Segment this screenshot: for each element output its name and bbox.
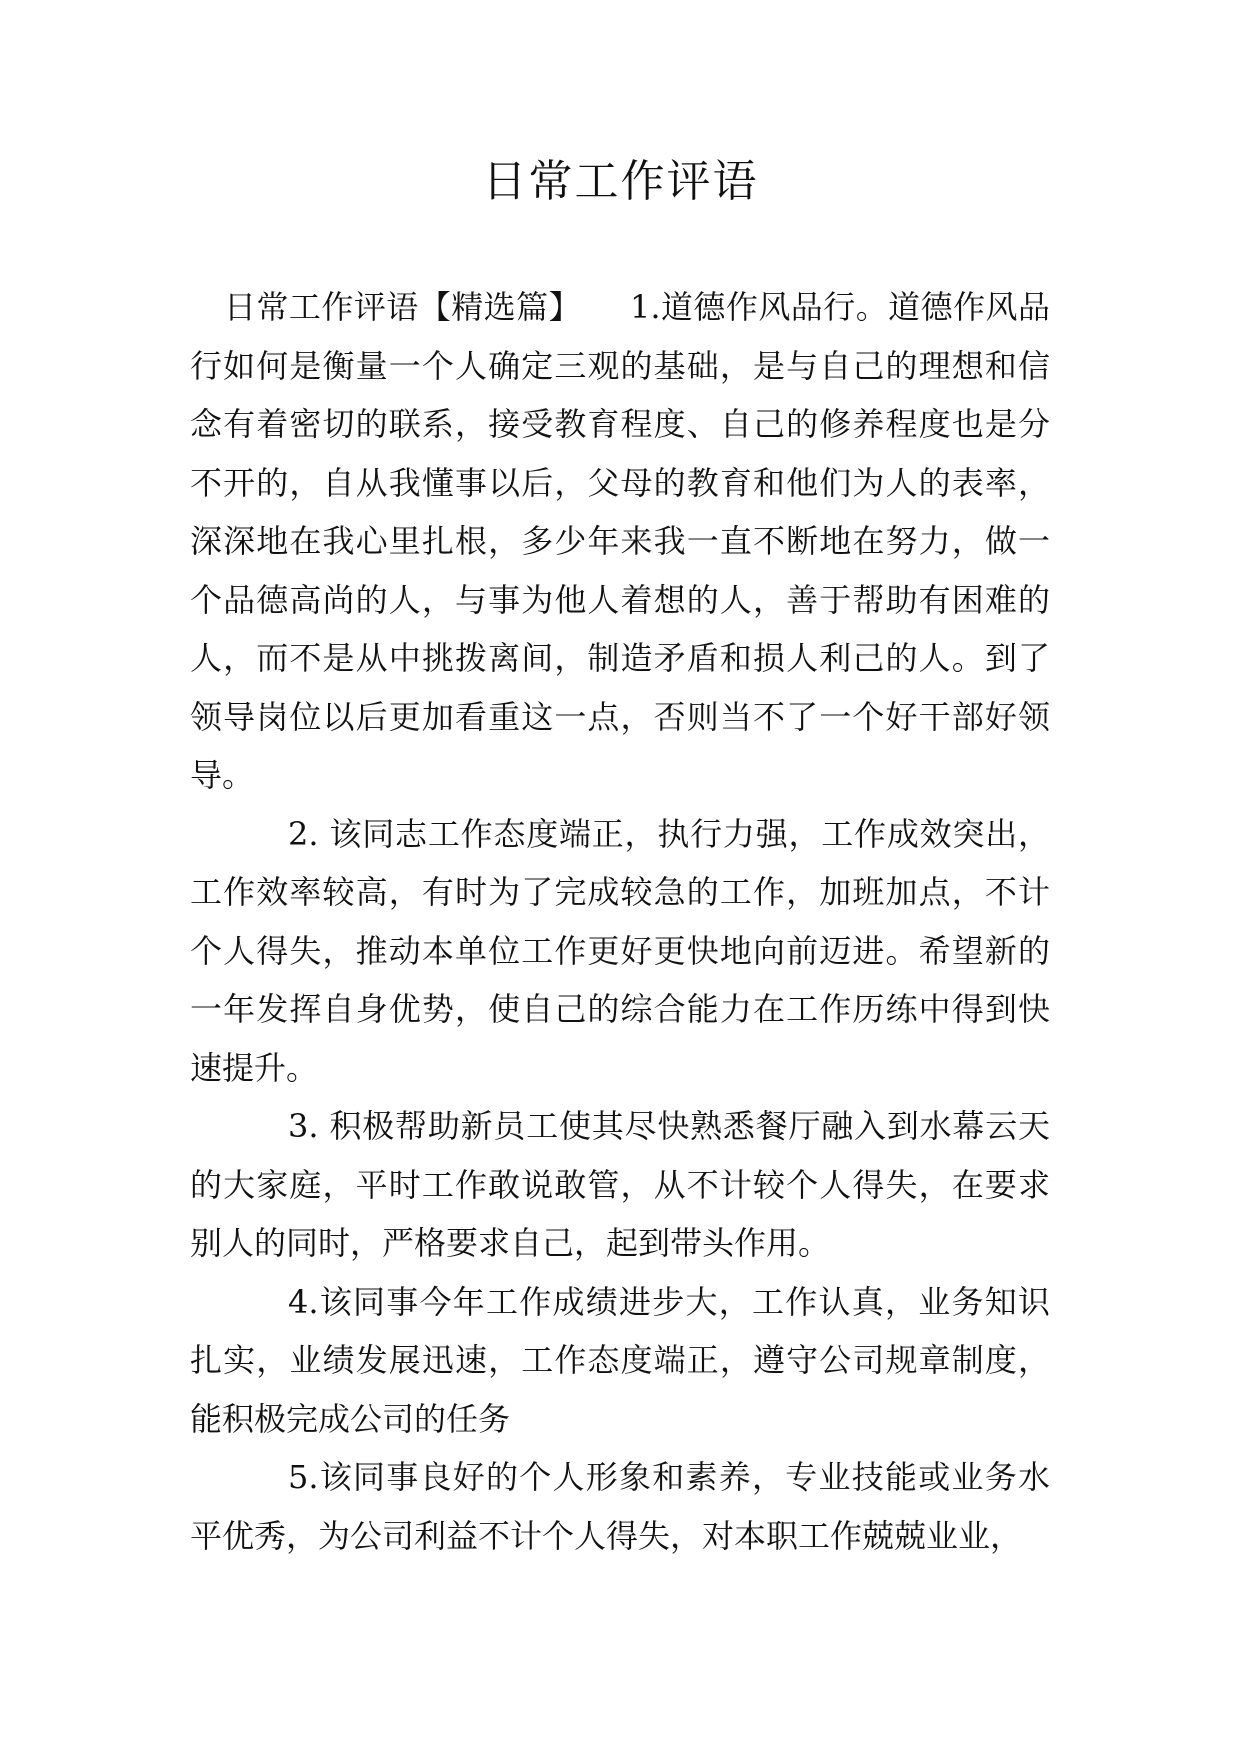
document-body xyxy=(190,278,1050,1565)
paragraph-1: 日常工作评语【精选篇】 1.道德作风品行。道德作风品行如何是衡量一个人确定三观的基础，是与自己的理想和信念有着密切的联系，接受教育程度、自己的修养程度也是分不开的，自从我懂事以后，父母的教育和他们为人的表率，深深地在我心里扎根，多少年来我一直不断地在努力，做一个品德高尚的人，与事为他人着想的人，善于帮助有困难的人，而不是从中挑拨离间，制造矛盾和损人利己的人。到了领导岗位以后更加看重这一点，否则当不了一个好干部好领导。 xyxy=(190,288,1050,794)
paragraph-4: 4.该同事今年工作成绩进步大，工作认真，业务知识扎实，业绩发展迅速，工作态度端正，遵守公司规章制度，能积极完成公司的任务 xyxy=(190,1282,1050,1438)
document-title: 日常工作评语 xyxy=(482,156,759,207)
paragraph-5: 5.该同事良好的个人形象和素养，专业技能或业务水平优秀，为公司利益不计个人得失，对本职工作兢兢业业， xyxy=(190,1458,1050,1555)
paragraph-3: 3. 积极帮助新员工使其尽快熟悉餐厅融入到水幕云天的大家庭，平时工作敢说敢管，从不计较个人得失，在要求别人的同时，严格要求自己，起到带头作用。 xyxy=(190,1107,1050,1262)
paragraph-2: 2. 该同志工作态度端正，执行力强，工作成效突出，工作效率较高，有时为了完成较急的工作，加班加点，不计个人得失，推动本单位工作更好更快地向前迈进。希望新的一年发挥自身优势，使自己的综合能力在工作历练中得到快速提升。 xyxy=(190,814,1050,1087)
